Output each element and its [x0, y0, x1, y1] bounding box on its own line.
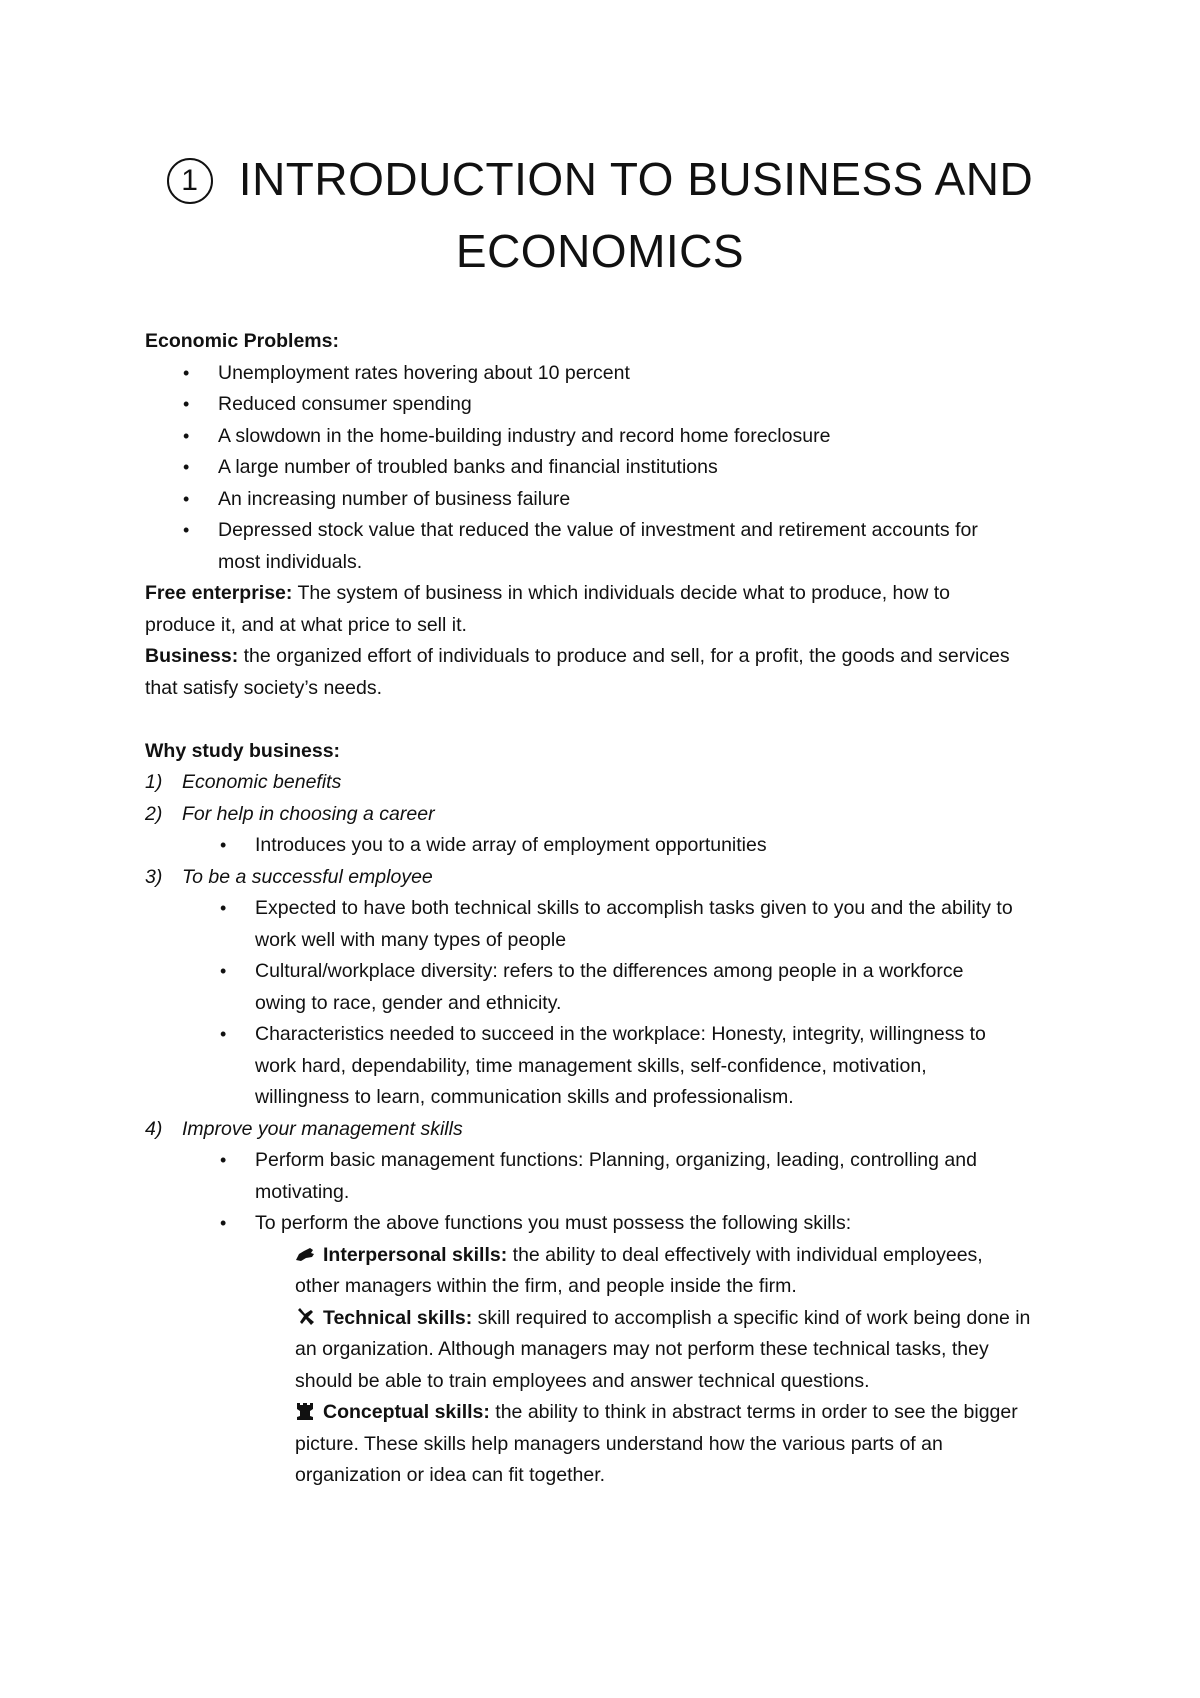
reason-item: 2) For help in choosing a career	[145, 802, 435, 825]
skill-item-conceptual: Conceptual skills: the ability to think in abstract terms in order to see the bigger	[145, 1397, 1065, 1429]
list-item: • Perform basic management functions: Planning, organizing, leading, controlling and	[145, 1145, 1065, 1177]
skill-item-continuation: should be able to train employees and answer technical questions.	[295, 1369, 870, 1392]
bullet: •	[183, 394, 190, 414]
spacer	[145, 704, 1065, 736]
list-item: • A slowdown in the home-building industry and record home foreclosure	[145, 421, 1065, 453]
skill-item-continuation: other managers within the firm, and people inside the firm.	[295, 1275, 797, 1297]
reason-item: 4) Improve your management skills	[145, 1117, 463, 1140]
skill-item-continuation: organization or idea can fit together.	[295, 1464, 606, 1486]
list-item: • Unemployment rates hovering about 10 percent	[145, 358, 1065, 390]
bullet: •	[183, 362, 190, 383]
chapter-number-badge: 1	[167, 158, 213, 204]
chapter-title-line1	[150, 152, 1050, 206]
bullet: •	[183, 425, 190, 446]
list-item-continuation: most individuals.	[218, 550, 363, 573]
hand-icon	[295, 1245, 315, 1263]
list-item: • Expected to have both technical skills to accomplish tasks given to you and the ability to	[145, 893, 1065, 925]
bullet: •	[183, 457, 190, 477]
why-study-heading: Why study business:	[145, 739, 341, 762]
bullet: •	[183, 520, 190, 540]
list-item-continuation: willingness to learn, communication skills and professionalism.	[255, 1086, 794, 1108]
list-item: • Characteristics needed to succeed in the workplace: Honesty, integrity, willingness to	[145, 1019, 1065, 1051]
bullet: •	[220, 898, 227, 918]
bullet: •	[220, 961, 227, 981]
free-enterprise-definition-cont: produce it, and at what price to sell it.	[145, 613, 467, 636]
list-item: • A large number of troubled banks and financial institutions	[145, 452, 1065, 484]
bullet: •	[220, 835, 227, 855]
business-definition: Business: the organized effort of individuals to produce and sell, for a profit, the goods and services	[145, 645, 1010, 667]
list-item-continuation: motivating.	[255, 1180, 350, 1203]
bullet: •	[220, 1150, 227, 1170]
list-item-continuation: work well with many types of people	[255, 928, 567, 951]
bullet: •	[183, 488, 190, 509]
skill-item-continuation: an organization. Although managers may not perform these technical tasks, they	[295, 1338, 989, 1360]
skill-item-interpersonal: Interpersonal skills: the ability to deal effectively with individual employees,	[145, 1240, 1065, 1272]
gear-icon	[295, 1308, 315, 1326]
reason-item: 3) To be a successful employee	[145, 865, 433, 888]
business-definition-cont: that satisfy society’s needs.	[145, 676, 383, 699]
skill-item-continuation: picture. These skills help managers understand how the various parts of an	[295, 1432, 943, 1455]
bullet: •	[220, 1213, 227, 1233]
list-item: • Depressed stock value that reduced the value of investment and retirement accounts for	[145, 515, 1065, 547]
list-item: • To perform the above functions you must possess the following skills:	[145, 1208, 1065, 1240]
reason-item: 1) Economic benefits	[145, 771, 342, 793]
chapter-title-line2: ECONOMICS	[455, 225, 745, 277]
free-enterprise-definition: Free enterprise: The system of business in which individuals decide what to produce, how to	[145, 582, 950, 604]
document-body	[145, 326, 1065, 1492]
list-item-continuation: work hard, dependability, time management skills, self-confidence, motivation,	[255, 1054, 927, 1077]
list-item-continuation: owing to race, gender and ethnicity.	[255, 991, 562, 1014]
list-item: • Reduced consumer spending	[145, 389, 1065, 421]
list-item: • An increasing number of business failure	[145, 484, 1065, 516]
skill-item-technical: Technical skills: skill required to accomplish a specific kind of work being done in	[145, 1303, 1065, 1335]
tower-icon	[295, 1402, 315, 1420]
list-item: • Cultural/workplace diversity: refers to the differences among people in a workforce	[145, 956, 1065, 988]
list-item: • Introduces you to a wide array of employment opportunities	[145, 830, 1065, 862]
chapter-title-text: INTRODUCTION TO BUSINESS AND	[238, 153, 1034, 205]
bullet: •	[220, 1024, 227, 1044]
economic-problems-heading: Economic Problems:	[145, 330, 339, 352]
